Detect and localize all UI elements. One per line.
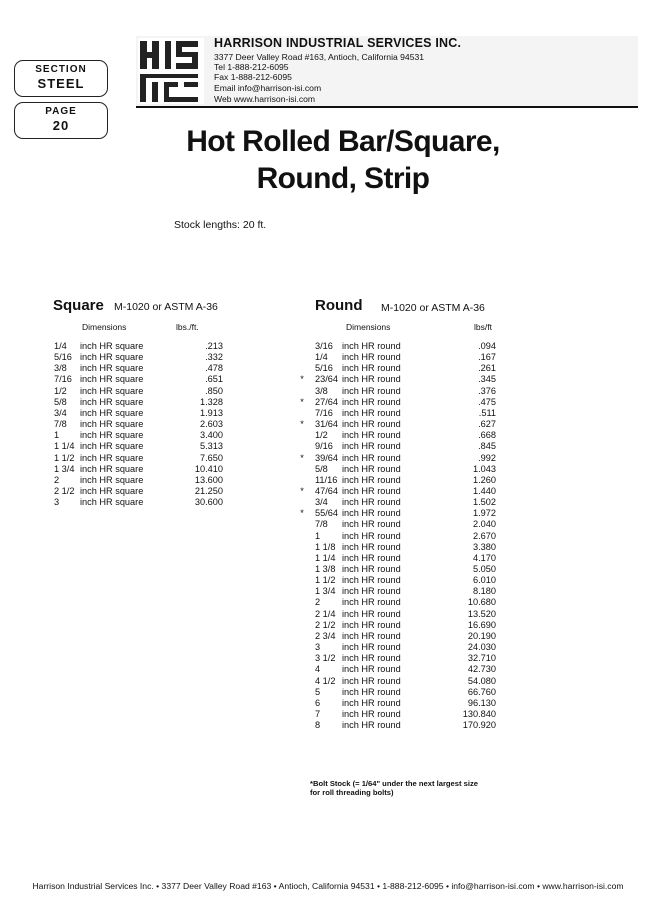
round-size: 1 1/2 — [315, 575, 336, 586]
round-description: inch HR round — [342, 407, 401, 418]
round-description: inch HR round — [342, 586, 401, 597]
square-weight: 2.603 — [200, 419, 223, 430]
square-row — [52, 475, 232, 486]
round-row — [300, 620, 500, 631]
square-size: 1 1/4 — [54, 441, 75, 452]
round-weight: .167 — [478, 352, 496, 363]
round-bolt-mark: * — [300, 419, 304, 430]
round-row — [300, 586, 500, 597]
round-size: 3/4 — [315, 497, 328, 508]
section-label: SECTION — [35, 64, 87, 75]
square-description: inch HR square — [80, 441, 144, 452]
square-description: inch HR square — [80, 352, 144, 363]
round-row — [300, 720, 500, 731]
round-col-weight: lbs/ft — [474, 322, 492, 332]
round-row — [300, 486, 500, 497]
round-weight: 13.520 — [467, 608, 496, 619]
round-weight: 10.680 — [467, 597, 496, 608]
round-description: inch HR round — [342, 363, 401, 374]
round-description: inch HR round — [342, 619, 401, 630]
square-row — [52, 352, 232, 363]
square-size: 1 — [54, 430, 60, 441]
round-weight: .992 — [478, 452, 496, 463]
round-row — [300, 430, 500, 441]
page-value: 20 — [52, 118, 70, 133]
round-weight: 1.043 — [473, 463, 496, 474]
square-weight: 13.600 — [194, 474, 223, 485]
round-size: 3 1/2 — [315, 653, 336, 664]
square-weight: 10.410 — [194, 463, 223, 474]
round-row — [300, 363, 500, 374]
round-bolt-mark: * — [300, 452, 304, 463]
round-weight: 130.840 — [462, 708, 496, 719]
round-row — [300, 341, 500, 352]
round-size: 7/8 — [315, 519, 328, 530]
round-bolt-mark: * — [300, 485, 304, 496]
round-description: inch HR round — [342, 564, 401, 574]
round-row — [300, 687, 500, 698]
round-size: 1 3/4 — [315, 586, 336, 597]
round-size: 3/16 — [315, 341, 333, 351]
round-weight: 1.972 — [473, 508, 496, 519]
section-tab — [14, 60, 108, 97]
round-weight: 1.440 — [473, 485, 496, 496]
square-description: inch HR square — [80, 385, 144, 396]
round-weight: 4.170 — [473, 552, 496, 563]
round-description: inch HR round — [342, 552, 401, 563]
round-description: inch HR round — [342, 374, 401, 385]
footnote-line1: *Bolt Stock (= 1/64" under the next largest size — [310, 779, 478, 788]
round-size: 7/16 — [315, 407, 333, 418]
round-description: inch HR round — [342, 675, 401, 686]
round-weight: 66.760 — [467, 686, 496, 697]
round-row — [300, 352, 500, 363]
round-row — [300, 475, 500, 486]
round-weight: .668 — [478, 430, 496, 441]
square-size: 7/8 — [54, 419, 67, 430]
square-weight: 21.250 — [194, 485, 223, 496]
round-size: 2 1/4 — [315, 608, 336, 619]
square-size: 2 — [54, 474, 60, 485]
round-size: 5/16 — [315, 363, 333, 374]
round-row — [300, 597, 500, 608]
square-row — [52, 397, 232, 408]
round-description: inch HR round — [342, 541, 401, 552]
stock-lengths: Stock lengths: 20 ft. — [174, 219, 267, 231]
round-size: 3/8 — [315, 385, 328, 396]
round-row — [300, 575, 500, 586]
round-weight: 3.380 — [473, 541, 496, 552]
round-weight: 2.670 — [473, 530, 496, 541]
round-weight: 170.920 — [462, 720, 496, 731]
round-bolt-mark: * — [300, 508, 304, 519]
company-fax: Fax 1-888-212-6095 — [214, 72, 292, 82]
square-row — [52, 441, 232, 452]
square-weight: .213 — [205, 341, 223, 351]
round-description: inch HR round — [342, 463, 401, 474]
square-size: 1/4 — [54, 341, 67, 351]
round-size: 1 3/8 — [315, 564, 336, 574]
round-weight: .376 — [478, 385, 496, 396]
round-weight: 20.190 — [467, 630, 496, 641]
square-description: inch HR square — [80, 341, 144, 351]
round-row — [300, 397, 500, 408]
his-inc-logo-icon — [138, 38, 204, 104]
round-row — [300, 519, 500, 530]
round-description: inch HR round — [342, 441, 401, 452]
round-weight: 1.260 — [473, 474, 496, 485]
round-weight: 2.040 — [473, 519, 496, 530]
square-size: 5/8 — [54, 396, 67, 407]
round-row — [300, 631, 500, 642]
round-description: inch HR round — [342, 597, 401, 608]
company-logo — [138, 38, 204, 104]
square-description: inch HR square — [80, 396, 144, 407]
round-row — [300, 664, 500, 675]
round-weight: .845 — [478, 441, 496, 452]
header-rule — [136, 106, 638, 108]
round-size: 27/64 — [315, 396, 338, 407]
round-size: 5/8 — [315, 463, 328, 474]
round-row — [300, 453, 500, 464]
round-description: inch HR round — [342, 419, 401, 430]
round-size: 1 1/8 — [315, 541, 336, 552]
round-row — [300, 508, 500, 519]
round-weight: .261 — [478, 363, 496, 374]
round-row — [300, 497, 500, 508]
page-footer: Harrison Industrial Services Inc. • 3377 Deer Valley Road #163 • Antioch, California 94531 • 1-888-212-6095 • info@harrison-isi.com • www.harrison-isi.com — [32, 881, 624, 891]
company-email[interactable]: Email info@harrison-isi.com — [214, 83, 322, 93]
round-description: inch HR round — [342, 519, 401, 530]
round-size: 47/64 — [315, 485, 338, 496]
round-weight: 6.010 — [473, 575, 496, 586]
round-row — [300, 698, 500, 709]
round-description: inch HR round — [342, 630, 401, 641]
square-size: 1 1/2 — [54, 452, 75, 463]
round-description: inch HR round — [342, 720, 401, 731]
round-size: 7 — [315, 708, 321, 719]
company-tel: Tel 1-888-212-6095 — [214, 62, 289, 72]
square-size: 3 — [54, 497, 60, 508]
square-size: 1 3/4 — [54, 463, 75, 474]
round-description: inch HR round — [342, 485, 401, 496]
round-size: 1 1/4 — [315, 552, 336, 563]
square-description: inch HR square — [80, 430, 144, 441]
round-row — [300, 609, 500, 620]
round-col-dimensions: Dimensions — [346, 322, 391, 332]
round-row — [300, 464, 500, 475]
square-row — [52, 341, 232, 352]
square-weight: 3.400 — [200, 430, 223, 441]
square-size: 3/4 — [54, 407, 67, 418]
round-weight: 5.050 — [473, 564, 496, 574]
round-row — [300, 531, 500, 542]
square-weight: 7.650 — [200, 452, 223, 463]
square-spec: M-1020 or ASTM A-36 — [114, 301, 218, 313]
round-size: 4 1/2 — [315, 675, 336, 686]
round-description: inch HR round — [342, 697, 401, 708]
square-size: 3/8 — [54, 363, 67, 374]
page-title-line2: Round, Strip — [256, 162, 430, 195]
round-description: inch HR round — [342, 642, 401, 653]
square-description: inch HR square — [80, 374, 144, 385]
square-row — [52, 386, 232, 397]
round-size: 55/64 — [315, 508, 338, 519]
square-weight: .850 — [205, 385, 223, 396]
square-row — [52, 374, 232, 385]
square-weight: .478 — [205, 363, 223, 374]
page-title-line1: Hot Rolled Bar/Square, — [186, 125, 500, 158]
round-row — [300, 564, 500, 575]
round-description: inch HR round — [342, 664, 401, 675]
round-description: inch HR round — [342, 430, 401, 441]
round-size: 8 — [315, 720, 321, 731]
square-description: inch HR square — [80, 497, 144, 508]
square-row — [52, 430, 232, 441]
round-weight: 54.080 — [467, 675, 496, 686]
square-weight: 1.913 — [200, 407, 223, 418]
round-row — [300, 553, 500, 564]
square-size: 5/16 — [54, 352, 72, 363]
square-row — [52, 408, 232, 419]
round-size: 5 — [315, 686, 321, 697]
round-weight: .627 — [478, 419, 496, 430]
round-description: inch HR round — [342, 452, 401, 463]
square-description: inch HR square — [80, 485, 144, 496]
company-web[interactable]: Web www.harrison-isi.com — [214, 94, 316, 104]
round-description: inch HR round — [342, 497, 401, 508]
round-weight: .094 — [478, 341, 496, 351]
round-row — [300, 709, 500, 720]
round-bolt-mark: * — [300, 374, 304, 385]
round-description: inch HR round — [342, 396, 401, 407]
round-weight: 42.730 — [467, 664, 496, 675]
square-size: 7/16 — [54, 374, 72, 385]
square-weight: 5.313 — [200, 441, 223, 452]
round-row — [300, 542, 500, 553]
round-size: 1/2 — [315, 430, 328, 441]
round-description: inch HR round — [342, 686, 401, 697]
square-col-weight: lbs./ft. — [176, 322, 199, 332]
page-label: PAGE — [45, 106, 77, 117]
round-size: 11/16 — [315, 474, 338, 485]
round-row — [300, 419, 500, 430]
square-weight: .332 — [205, 352, 223, 363]
round-row — [300, 374, 500, 385]
round-spec: M-1020 or ASTM A-36 — [381, 302, 485, 314]
square-weight: .651 — [205, 374, 223, 385]
square-col-dimensions: Dimensions — [82, 322, 127, 332]
round-description: inch HR round — [342, 653, 401, 664]
footnote-line2: for roll threading bolts) — [310, 788, 394, 797]
round-row — [300, 676, 500, 687]
round-row — [300, 386, 500, 397]
square-weight: 30.600 — [194, 497, 223, 508]
square-row — [52, 419, 232, 430]
round-size: 31/64 — [315, 419, 338, 430]
square-title: Square — [53, 297, 104, 314]
round-size: 1 — [315, 530, 321, 541]
round-title: Round — [315, 297, 363, 314]
square-row — [52, 486, 232, 497]
section-value: STEEL — [37, 76, 85, 91]
round-description: inch HR round — [342, 474, 401, 485]
round-row — [300, 441, 500, 452]
round-description: inch HR round — [342, 352, 401, 363]
round-size: 1/4 — [315, 352, 328, 363]
round-row — [300, 653, 500, 664]
round-row — [300, 408, 500, 419]
round-description: inch HR round — [342, 508, 401, 519]
round-description: inch HR round — [342, 341, 401, 351]
round-weight: 16.690 — [467, 619, 496, 630]
company-address: 3377 Deer Valley Road #163, Antioch, California 94531 — [214, 52, 425, 62]
round-size: 9/16 — [315, 441, 333, 452]
round-size: 3 — [315, 642, 321, 653]
square-description: inch HR square — [80, 474, 144, 485]
square-description: inch HR square — [80, 452, 144, 463]
round-size: 2 3/4 — [315, 630, 336, 641]
round-description: inch HR round — [342, 385, 401, 396]
square-row — [52, 453, 232, 464]
square-size: 2 1/2 — [54, 485, 75, 496]
round-description: inch HR round — [342, 608, 401, 619]
round-size: 39/64 — [315, 452, 338, 463]
round-weight: .345 — [478, 374, 496, 385]
round-size: 23/64 — [315, 374, 338, 385]
square-size: 1/2 — [54, 385, 67, 396]
round-weight: .511 — [478, 407, 496, 418]
round-weight: 1.502 — [473, 497, 496, 508]
square-description: inch HR square — [80, 363, 144, 374]
square-description: inch HR square — [80, 463, 144, 474]
round-weight: 32.710 — [467, 653, 496, 664]
round-description: inch HR round — [342, 708, 401, 719]
square-row — [52, 464, 232, 475]
round-weight: 96.130 — [467, 697, 496, 708]
square-weight: 1.328 — [200, 396, 223, 407]
round-size: 6 — [315, 697, 321, 708]
round-description: inch HR round — [342, 530, 401, 541]
round-weight: 8.180 — [473, 586, 496, 597]
round-weight: 24.030 — [467, 642, 496, 653]
round-weight: .475 — [478, 396, 496, 407]
round-size: 4 — [315, 664, 321, 675]
square-description: inch HR square — [80, 419, 144, 430]
round-size: 2 — [315, 597, 321, 608]
square-row — [52, 363, 232, 374]
round-row — [300, 642, 500, 653]
round-description: inch HR round — [342, 575, 401, 586]
square-description: inch HR square — [80, 407, 144, 418]
company-name: HARRISON INDUSTRIAL SERVICES INC. — [214, 36, 462, 50]
square-row — [52, 497, 232, 508]
round-size: 2 1/2 — [315, 619, 336, 630]
round-bolt-mark: * — [300, 396, 304, 407]
